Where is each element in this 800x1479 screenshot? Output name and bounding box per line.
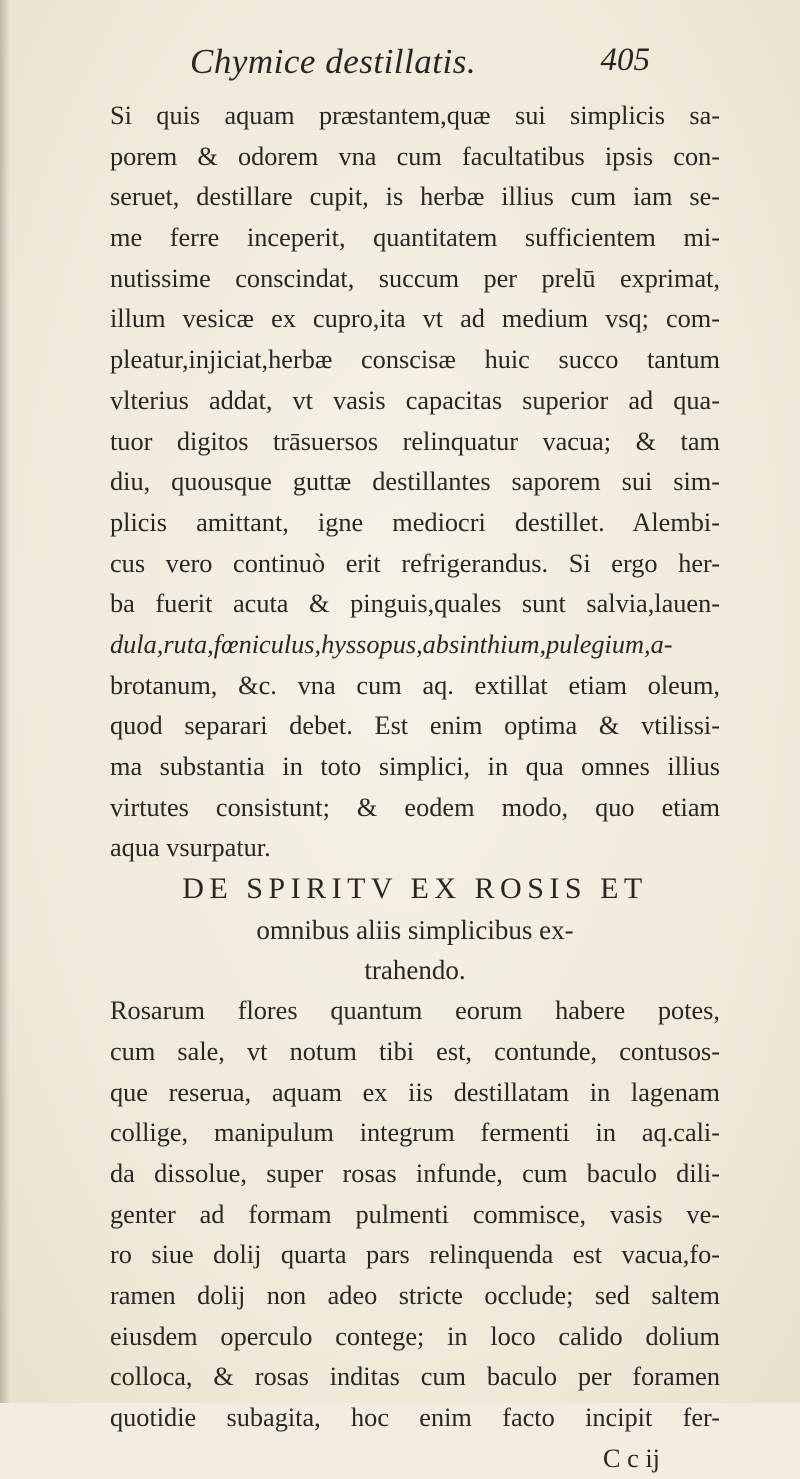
text-line: collige, manipulum integrum fermenti in aq.cali- xyxy=(110,1118,720,1148)
text-line: vlterius addat, vt vasis capacitas superior ad qua- xyxy=(110,385,720,415)
signature-mark: C c ij xyxy=(603,1443,660,1473)
text-line: ro siue dolij quarta pars relinquenda est vacua,fo- xyxy=(110,1240,720,1270)
text-line-italic xyxy=(110,625,720,666)
text-line: ba fuerit acuta & pinguis,quales sunt salvia,lauen- xyxy=(110,589,720,619)
text-line: seruet, destillare cupit, is herbæ illius cum iam se- xyxy=(110,182,720,212)
section-subheading-line: trahendo. xyxy=(364,955,466,986)
text-line: me ferre inceperit, quantitatem sufficientem mi- xyxy=(110,223,720,253)
text-line: brotanum, &c. vna cum aq. extillat etiam oleum, xyxy=(110,670,720,700)
page-gutter-shadow xyxy=(0,0,10,1403)
text-line: colloca, & rosas inditas cum baculo per foramen xyxy=(110,1362,720,1392)
text-line: diu, quousque guttæ destillantes saporem sui sim- xyxy=(110,467,720,497)
italic-herb-list: dula,ruta,fœniculus,hyssopus,absinthium,pulegium,a- xyxy=(110,629,673,659)
text-line: eiusdem operculo contege; in loco calido dolium xyxy=(110,1321,720,1351)
text-line: que reserua, aquam ex iis destillatam in lagenam xyxy=(110,1077,720,1107)
text-line-last: aqua vsurpatur. xyxy=(110,833,271,863)
text-line: plicis amittant, igne mediocri destillet. Alembi- xyxy=(110,507,720,537)
text-block xyxy=(110,96,720,1479)
text-line: nutissime conscindat, succum per prelū exprimat, xyxy=(110,263,720,293)
text-line: ramen dolij non adeo stricte occlude; sed saltem xyxy=(110,1280,720,1310)
text-line: genter ad formam pulmenti commisce, vasis ve- xyxy=(110,1199,720,1229)
text-line: da dissolue, super rosas infunde, cum baculo dili- xyxy=(110,1158,720,1188)
page-number: 405 xyxy=(600,42,650,78)
text-line: Rosarum flores quantum eorum habere potes, xyxy=(110,996,720,1026)
text-line: tuor digitos trāsuersos relinquatur vacua; & tam xyxy=(110,426,720,456)
text-line: quotidie subagita, hoc enim facto incipit fer- xyxy=(110,1403,720,1432)
text-line: Si quis aquam præstantem,quæ sui simplicis sa- xyxy=(110,101,720,130)
text-line: pleatur,injiciat,herbæ conscisæ huic succo tantum xyxy=(110,345,720,375)
text-line: porem & odorem vna cum facultatibus ipsis con- xyxy=(110,141,720,171)
text-line: illum vesicæ ex cupro,ita vt ad medium vsq; com- xyxy=(110,304,720,334)
running-title: Chymice destillatis. xyxy=(190,42,477,81)
text-line: virtutes consistunt; & eodem modo, quo etiam xyxy=(110,792,720,822)
section-subheading-line: omnibus aliis simplicibus ex- xyxy=(256,914,574,945)
text-line: cum sale, vt notum tibi est, contunde, contusos- xyxy=(110,1036,720,1066)
text-line: cus vero continuò erit refrigerandus. Si ergo her- xyxy=(110,548,720,578)
running-head xyxy=(190,42,650,90)
section-heading: DE SPIRITV EX ROSIS ET xyxy=(182,872,648,906)
text-line: quod separari debet. Est enim optima & vtilissi- xyxy=(110,711,720,741)
text-line: ma substantia in toto simplici, in qua omnes illius xyxy=(110,752,720,781)
